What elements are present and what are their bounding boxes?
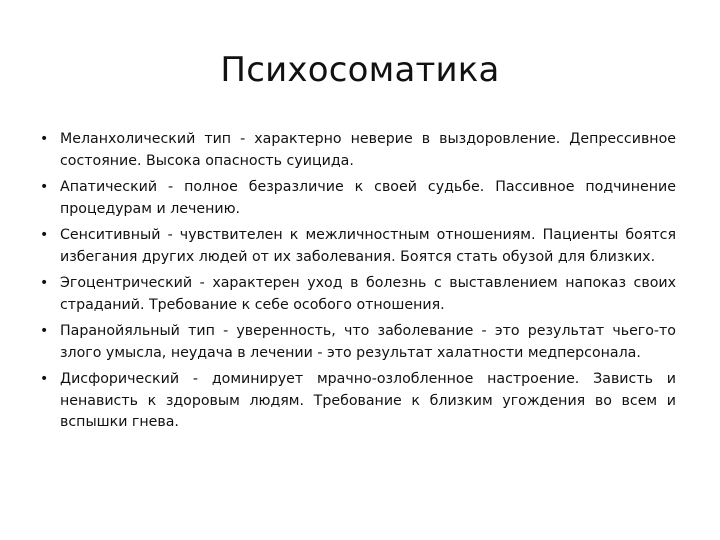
bullet-text: Сенситивный - чувствителен к межличностным отношениям. Пациенты боятся избегания других людей от их заболевания. Боятся стать обузой для близких. [60,227,676,265]
bullet-text: Апатический - полное безразличие к своей судьбе. Пассивное подчинение процедурам и лечению. [60,179,676,217]
bullet-text: Дисфорический - доминирует мрачно-озлобленное настроение. Зависть и ненависть к здоровым людям. Требование к близким угождения во всем и вспышки гнева. [60,371,676,430]
bullet-item-sensitive [40,225,676,268]
bullet-list [40,129,676,439]
bullet-icon: • [40,131,49,147]
bullet-icon: • [40,227,49,243]
bullet-item-dysphoric [40,369,676,434]
bullet-text: Меланхолический тип - характерно неверие в выздоровление. Депрессивное состояние. Высока опасность суицида. [60,131,676,169]
bullet-item-egocentric [40,273,676,316]
bullet-item-melancholic [40,129,676,172]
bullet-text: Паранойяльный тип - уверенность, что заболевание - это результат чьего-то злого умысла, неудача в лечении - это результат халатности медперсонала. [60,323,676,361]
bullet-icon: • [40,371,49,387]
bullet-text: Эгоцентрический - характерен уход в болезнь с выставлением напоказ своих страданий. Требование к себе особого отношения. [60,275,676,313]
bullet-item-apathetic [40,177,676,220]
slide-title: Психосоматика [220,50,500,90]
bullet-item-paranoid [40,321,676,364]
bullet-icon: • [40,179,49,195]
bullet-icon: • [40,275,49,291]
bullet-icon: • [40,323,49,339]
